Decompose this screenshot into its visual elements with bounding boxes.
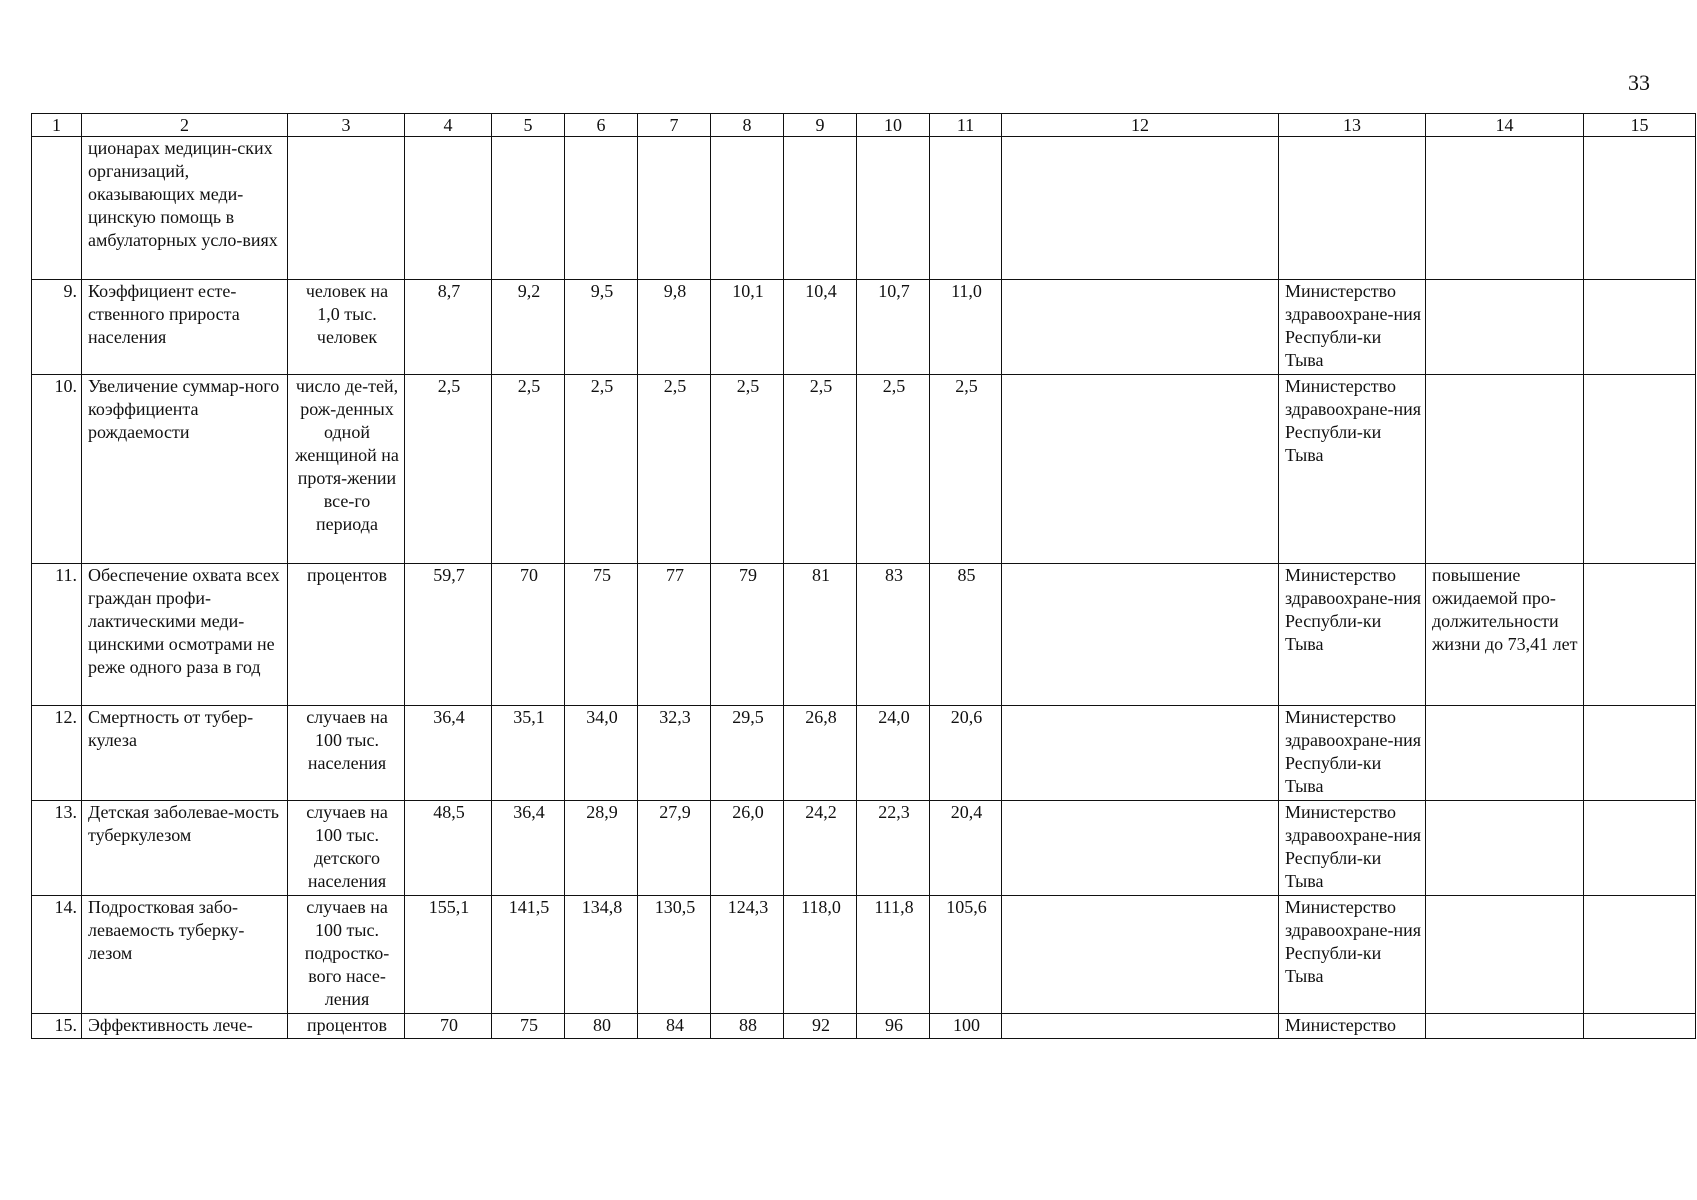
responsible-cell: Министерство здравоохране-ния Республи-ки Тыва bbox=[1279, 706, 1426, 801]
indicator-name-cell: Увеличение суммар-ного коэффициента рождаемости bbox=[82, 375, 288, 564]
value-cell: 2,5 bbox=[405, 375, 492, 564]
value-cell: 2,5 bbox=[784, 375, 857, 564]
unit-cell: процентов bbox=[288, 1014, 405, 1039]
value-cell bbox=[405, 137, 492, 280]
unit-cell: случаев на 100 тыс. детского населения bbox=[288, 801, 405, 896]
goal-cell: повышение ожидаемой про-должительности жизни до 73,41 лет bbox=[1426, 564, 1584, 706]
value-cell: 75 bbox=[565, 564, 638, 706]
column-12-cell bbox=[1002, 564, 1279, 706]
table-row bbox=[32, 801, 1696, 896]
column-number-header: 10 bbox=[857, 114, 930, 137]
row-number-cell: 15. bbox=[32, 1014, 82, 1039]
table-row bbox=[32, 137, 1696, 280]
goal-cell bbox=[1426, 896, 1584, 1014]
goal-cell bbox=[1426, 375, 1584, 564]
column-number-header: 4 bbox=[405, 114, 492, 137]
table-row bbox=[32, 280, 1696, 375]
value-cell: 27,9 bbox=[638, 801, 711, 896]
value-cell: 2,5 bbox=[638, 375, 711, 564]
column-number-header: 8 bbox=[711, 114, 784, 137]
column-12-cell bbox=[1002, 1014, 1279, 1039]
value-cell: 155,1 bbox=[405, 896, 492, 1014]
value-cell: 11,0 bbox=[930, 280, 1002, 375]
value-cell: 100 bbox=[930, 1014, 1002, 1039]
value-cell: 81 bbox=[784, 564, 857, 706]
value-cell: 130,5 bbox=[638, 896, 711, 1014]
unit-cell: случаев на 100 тыс. населения bbox=[288, 706, 405, 801]
value-cell: 70 bbox=[405, 1014, 492, 1039]
responsible-cell: Министерство здравоохране-ния Республи-ки Тыва bbox=[1279, 375, 1426, 564]
row-number-cell: 9. bbox=[32, 280, 82, 375]
responsible-cell: Министерство здравоохране-ния Республи-ки Тыва bbox=[1279, 801, 1426, 896]
value-cell: 22,3 bbox=[857, 801, 930, 896]
value-cell: 8,7 bbox=[405, 280, 492, 375]
table-row bbox=[32, 564, 1696, 706]
indicator-name-cell: Коэффициент есте-ственного прироста населения bbox=[82, 280, 288, 375]
value-cell: 118,0 bbox=[784, 896, 857, 1014]
value-cell bbox=[638, 137, 711, 280]
column-15-cell bbox=[1584, 896, 1696, 1014]
goal-cell bbox=[1426, 801, 1584, 896]
goal-cell bbox=[1426, 706, 1584, 801]
value-cell: 36,4 bbox=[405, 706, 492, 801]
value-cell: 134,8 bbox=[565, 896, 638, 1014]
value-cell: 77 bbox=[638, 564, 711, 706]
column-number-header: 2 bbox=[82, 114, 288, 137]
column-number-header: 3 bbox=[288, 114, 405, 137]
value-cell: 96 bbox=[857, 1014, 930, 1039]
value-cell: 10,4 bbox=[784, 280, 857, 375]
unit-cell: случаев на 100 тыс. подростко-вого насе-ления bbox=[288, 896, 405, 1014]
value-cell bbox=[492, 137, 565, 280]
column-12-cell bbox=[1002, 896, 1279, 1014]
unit-cell: процентов bbox=[288, 564, 405, 706]
value-cell bbox=[711, 137, 784, 280]
unit-cell: число де-тей, рож-денных одной женщиной на протя-жении все-го периода bbox=[288, 375, 405, 564]
value-cell: 36,4 bbox=[492, 801, 565, 896]
column-12-cell bbox=[1002, 280, 1279, 375]
responsible-cell: Министерство здравоохране-ния Республи-ки Тыва bbox=[1279, 896, 1426, 1014]
unit-cell: человек на 1,0 тыс. человек bbox=[288, 280, 405, 375]
value-cell: 24,0 bbox=[857, 706, 930, 801]
value-cell: 34,0 bbox=[565, 706, 638, 801]
value-cell: 92 bbox=[784, 1014, 857, 1039]
column-number-header: 9 bbox=[784, 114, 857, 137]
value-cell: 2,5 bbox=[711, 375, 784, 564]
column-15-cell bbox=[1584, 1014, 1696, 1039]
value-cell: 111,8 bbox=[857, 896, 930, 1014]
column-number-header: 7 bbox=[638, 114, 711, 137]
value-cell: 2,5 bbox=[492, 375, 565, 564]
indicator-name-cell: Смертность от тубер-кулеза bbox=[82, 706, 288, 801]
column-15-cell bbox=[1584, 706, 1696, 801]
responsible-cell: Министерство здравоохране-ния Республи-ки Тыва bbox=[1279, 564, 1426, 706]
column-number-header: 6 bbox=[565, 114, 638, 137]
value-cell: 9,2 bbox=[492, 280, 565, 375]
value-cell: 79 bbox=[711, 564, 784, 706]
indicator-name-cell: Эффективность лече- bbox=[82, 1014, 288, 1039]
column-number-header: 1 bbox=[32, 114, 82, 137]
indicator-name-cell: ционарах медицин-ских организаций, оказывающих меди-цинскую помощь в амбулаторных усло-виях bbox=[82, 137, 288, 280]
table-row bbox=[32, 706, 1696, 801]
column-15-cell bbox=[1584, 564, 1696, 706]
column-15-cell bbox=[1584, 137, 1696, 280]
value-cell bbox=[930, 137, 1002, 280]
unit-cell bbox=[288, 137, 405, 280]
value-cell: 2,5 bbox=[857, 375, 930, 564]
value-cell: 9,5 bbox=[565, 280, 638, 375]
indicator-name-cell: Обеспечение охвата всех граждан профи-лактическими меди-цинскими осмотрами не реже одного раза в год bbox=[82, 564, 288, 706]
table-row bbox=[32, 375, 1696, 564]
column-12-cell bbox=[1002, 706, 1279, 801]
value-cell: 59,7 bbox=[405, 564, 492, 706]
value-cell: 2,5 bbox=[565, 375, 638, 564]
table-row bbox=[32, 1014, 1696, 1039]
value-cell: 28,9 bbox=[565, 801, 638, 896]
value-cell: 48,5 bbox=[405, 801, 492, 896]
column-number-header: 13 bbox=[1279, 114, 1426, 137]
column-12-cell bbox=[1002, 137, 1279, 280]
responsible-cell bbox=[1279, 137, 1426, 280]
table-row bbox=[32, 896, 1696, 1014]
value-cell: 105,6 bbox=[930, 896, 1002, 1014]
responsible-cell: Министерство здравоохране-ния Республи-ки Тыва bbox=[1279, 280, 1426, 375]
column-15-cell bbox=[1584, 801, 1696, 896]
column-number-header: 5 bbox=[492, 114, 565, 137]
column-15-cell bbox=[1584, 280, 1696, 375]
column-12-cell bbox=[1002, 375, 1279, 564]
table-header-row bbox=[32, 114, 1696, 137]
column-number-header: 15 bbox=[1584, 114, 1696, 137]
row-number-cell: 10. bbox=[32, 375, 82, 564]
row-number-cell: 11. bbox=[32, 564, 82, 706]
value-cell: 2,5 bbox=[930, 375, 1002, 564]
column-number-header: 14 bbox=[1426, 114, 1584, 137]
value-cell: 70 bbox=[492, 564, 565, 706]
row-number-cell: 14. bbox=[32, 896, 82, 1014]
value-cell: 80 bbox=[565, 1014, 638, 1039]
page-number: 33 bbox=[1628, 70, 1650, 95]
row-number-cell bbox=[32, 137, 82, 280]
column-12-cell bbox=[1002, 801, 1279, 896]
value-cell: 29,5 bbox=[711, 706, 784, 801]
value-cell: 83 bbox=[857, 564, 930, 706]
row-number-cell: 13. bbox=[32, 801, 82, 896]
value-cell: 84 bbox=[638, 1014, 711, 1039]
goal-cell bbox=[1426, 280, 1584, 375]
goal-cell bbox=[1426, 1014, 1584, 1039]
indicator-name-cell: Подростковая забо-леваемость туберку-лезом bbox=[82, 896, 288, 1014]
value-cell: 10,1 bbox=[711, 280, 784, 375]
value-cell: 26,8 bbox=[784, 706, 857, 801]
value-cell: 75 bbox=[492, 1014, 565, 1039]
value-cell: 20,4 bbox=[930, 801, 1002, 896]
value-cell bbox=[565, 137, 638, 280]
value-cell: 24,2 bbox=[784, 801, 857, 896]
goal-cell bbox=[1426, 137, 1584, 280]
value-cell: 26,0 bbox=[711, 801, 784, 896]
value-cell: 35,1 bbox=[492, 706, 565, 801]
value-cell: 141,5 bbox=[492, 896, 565, 1014]
value-cell: 10,7 bbox=[857, 280, 930, 375]
value-cell: 32,3 bbox=[638, 706, 711, 801]
value-cell: 124,3 bbox=[711, 896, 784, 1014]
row-number-cell: 12. bbox=[32, 706, 82, 801]
value-cell bbox=[784, 137, 857, 280]
value-cell: 20,6 bbox=[930, 706, 1002, 801]
indicator-name-cell: Детская заболевае-мость туберкулезом bbox=[82, 801, 288, 896]
value-cell: 85 bbox=[930, 564, 1002, 706]
value-cell bbox=[857, 137, 930, 280]
responsible-cell: Министерство bbox=[1279, 1014, 1426, 1039]
column-number-header: 11 bbox=[930, 114, 1002, 137]
value-cell: 9,8 bbox=[638, 280, 711, 375]
column-number-header: 12 bbox=[1002, 114, 1279, 137]
value-cell: 88 bbox=[711, 1014, 784, 1039]
column-15-cell bbox=[1584, 375, 1696, 564]
indicators-table bbox=[31, 113, 1696, 1039]
